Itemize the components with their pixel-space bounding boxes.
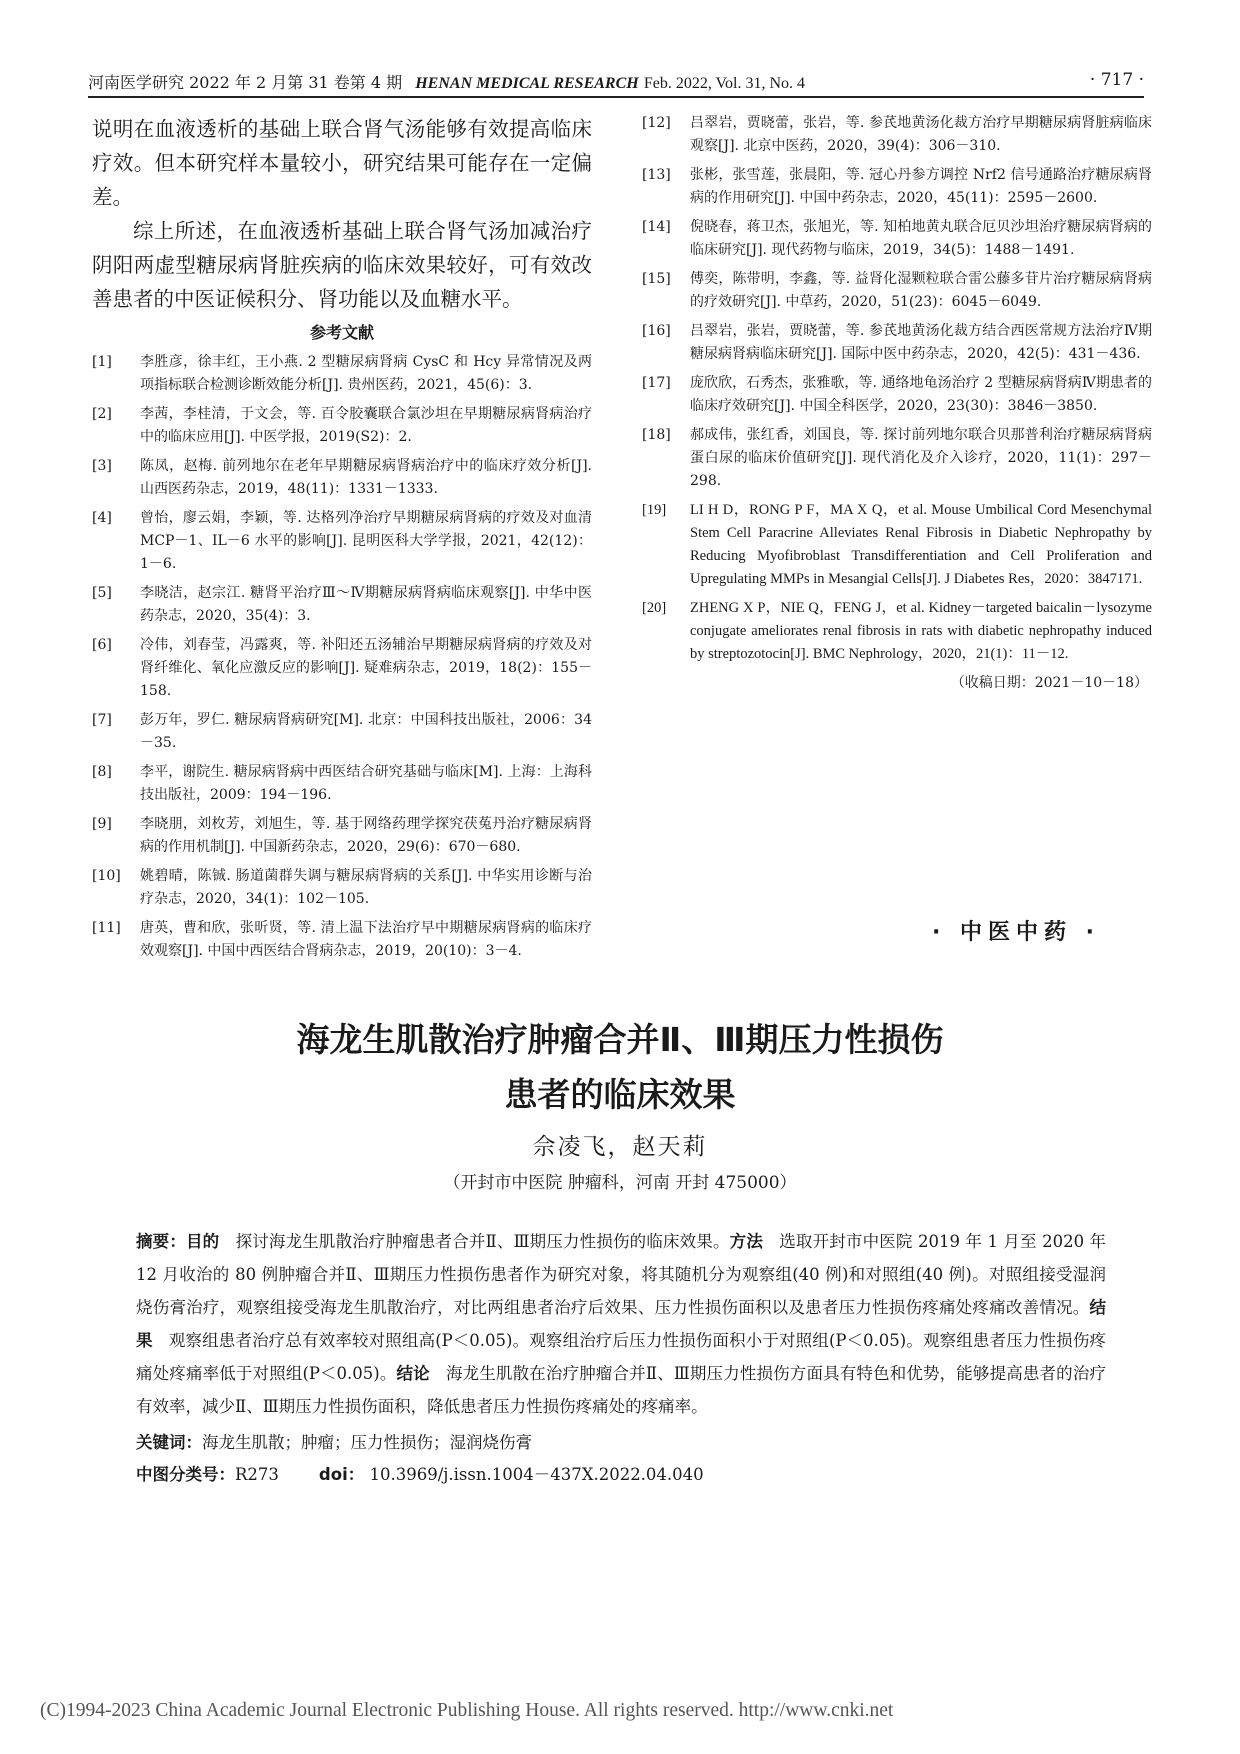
clc-label: 中图分类号： — [136, 1465, 235, 1484]
reference-item — [92, 403, 592, 449]
reference-text: 李晓洁，赵宗江. 糖肾平治疗Ⅲ～Ⅳ期糖尿病肾病临床观察[J]. 中华中医药杂志，2020，35(4)：3. — [140, 585, 592, 624]
reference-number: [3] — [92, 458, 112, 474]
reference-number: [14] — [642, 219, 671, 235]
journal-cn: 河南医学研究 2022 年 2 月第 31 卷第 4 期 — [88, 73, 403, 92]
reference-text: 傅奕，陈带明，李鑫，等. 益肾化湿颗粒联合雷公藤多苷片治疗糖尿病肾病的疗效研究[J]. 中草药，2020，51(23)：6045－6049. — [690, 271, 1152, 310]
reference-text: 陈凤，赵梅. 前列地尔在老年早期糖尿病肾病治疗中的临床疗效分析[J]. 山西医药杂志，2019，48(11)：1331－1333. — [140, 458, 592, 497]
journal-issue-en: Feb. 2022, Vol. 31, No. 4 — [643, 75, 806, 92]
reference-item — [642, 499, 1152, 591]
reference-text: 郝成伟，张红香，刘国良，等. 探讨前列地尔联合贝那普利治疗糖尿病肾病蛋白尿的临床价值研究[J]. 现代消化及介入诊疗，2020，11(1)：297－298. — [690, 427, 1152, 489]
abstract — [136, 1225, 1106, 1423]
title-line-2: 患者的临床效果 — [504, 1075, 736, 1114]
right-column — [642, 112, 1152, 692]
reference-text: 李茜，李桂清，于文会，等. 百令胶囊联合氯沙坦在早期糖尿病肾病治疗中的临床应用[J]. 中医学报，2019(S2)：2. — [140, 406, 592, 445]
reference-item — [642, 320, 1152, 366]
reference-text: 彭万年，罗仁. 糖尿病肾病研究[M]. 北京：中国科技出版社，2006：34－35. — [140, 712, 592, 751]
received-date: （收稿日期：2021－10－18） — [950, 675, 1148, 691]
reference-item — [92, 761, 592, 807]
conclusion-label: 结论 — [396, 1364, 430, 1383]
reference-number: [6] — [92, 637, 112, 653]
references-title: 参考文献 — [309, 323, 374, 342]
body-paragraph: 说明在血液透析的基础上联合肾气汤能够有效提高临床疗效。但本研究样本量较小，研究结果可能存在一定偏差。 — [92, 117, 592, 209]
left-column — [92, 112, 592, 969]
reference-text: 曾怡，廖云娟，李颖，等. 达格列净治疗早期糖尿病肾病的疗效及对血清 MCP－1、IL－6 水平的影响[J]. 昆明医科大学学报，2021，42(12)：1－6. — [140, 510, 592, 572]
reference-number: [8] — [92, 764, 112, 780]
classification — [136, 1460, 1106, 1490]
reference-item — [642, 597, 1152, 666]
doi-text: 10.3969/j.issn.1004－437X.2022.04.040 — [369, 1465, 704, 1484]
abstract-label: 摘要： — [136, 1232, 186, 1251]
reference-item — [92, 507, 592, 576]
running-header — [88, 70, 1144, 96]
reference-item — [92, 865, 592, 911]
header-rule — [88, 96, 1144, 98]
reference-item — [92, 351, 592, 397]
reference-list-right — [642, 112, 1152, 666]
reference-number: [4] — [92, 510, 112, 526]
reference-number: [16] — [642, 323, 671, 339]
reference-item — [642, 216, 1152, 262]
authors: 佘凌飞，赵天莉 — [532, 1134, 708, 1160]
purpose-text: 探讨海龙生肌散治疗肿瘤患者合并Ⅱ、Ⅲ期压力性损伤的临床效果。 — [235, 1232, 730, 1251]
reference-item — [642, 268, 1152, 314]
reference-number: [17] — [642, 375, 671, 391]
keywords-label: 关键词： — [136, 1433, 202, 1452]
reference-text: 姚碧晴，陈铖. 肠道菌群失调与糖尿病肾病的关系[J]. 中华实用诊断与治疗杂志，2020，34(1)：102－105. — [140, 868, 592, 907]
reference-text: 张彬，张雪莲，张晨阳，等. 冠心丹参方调控 Nrf2 信号通路治疗糖尿病肾病的作用研究[J]. 中国中药杂志，2020，45(11)：2595－2600. — [690, 167, 1152, 206]
reference-number: [13] — [642, 167, 671, 183]
reference-item — [92, 709, 592, 755]
keywords-text: 海龙生肌散；肿瘤；压力性损伤；湿润烧伤膏 — [202, 1433, 532, 1452]
article-title — [0, 1012, 1240, 1122]
keywords — [136, 1428, 1106, 1458]
reference-item — [642, 424, 1152, 493]
reference-text: 吕翠岩，张岩，贾晓蕾，等. 参芪地黄汤化裁方结合西医常规方法治疗Ⅳ期糖尿病肾病临床研究[J]. 国际中医中药杂志，2020，42(5)：431－436. — [690, 323, 1152, 362]
reference-text: LI H D，RONG P F，MA X Q，et al. Mouse Umbilical Cord Mesenchymal Stem Cell Paracrine Alleviates Renal Fibrosis in Diabetic Nephropathy by Reducing Myofibroblast Transdifferentiation and Cell Proliferation and Upregulating MMPs in Mesangial Cells[J]. J Diabetes Res，2020：3847171. — [690, 502, 1152, 587]
reference-number: [18] — [642, 427, 671, 443]
reference-text: 李晓朋，刘枚芳，刘旭生，等. 基于网络药理学探究茯菟丹治疗糖尿病肾病的作用机制[J]. 中国新药杂志，2020，29(6)：670－680. — [140, 816, 592, 855]
doi-label: doi： — [318, 1465, 365, 1484]
reference-item — [642, 112, 1152, 158]
reference-number: [10] — [92, 868, 121, 884]
reference-text: 吕翠岩，贾晓蕾，张岩，等. 参芪地黄汤化裁方治疗早期糖尿病肾脏病临床观察[J]. 北京中医药，2020，39(4)：306－310. — [690, 115, 1152, 154]
body-paragraph: 综上所述，在血液透析基础上联合肾气汤加减治疗阴阳两虚型糖尿病肾脏疾病的临床效果较好，可有效改善患者的中医证候积分、肾功能以及血糖水平。 — [92, 219, 592, 311]
result-text: 观察组患者治疗总有效率较对照组高(P＜0.05)。观察组治疗后压力性损伤面积小于对照组(P＜0.05)。观察组患者压力性损伤疼痛处疼痛率低于对照组(P＜0.05)。 — [136, 1331, 1106, 1383]
copyright-footer: (C)1994-2023 China Academic Journal Electronic Publishing House. All rights reserved. http://www.cnki.net — [40, 1700, 894, 1721]
reference-number: [19] — [642, 502, 667, 518]
reference-text: ZHENG X P，NIE Q，FENG J，et al. Kidney－targeted baicalin－lysozyme conjugate ameliorates renal fibrosis in rats with diabetic nephropathy induced by streptozotocin[J]. BMC Nephrology，2020，21(1)：11－12. — [690, 600, 1152, 662]
reference-number: [2] — [92, 406, 112, 422]
affiliation: （开封市中医院 肿瘤科，河南 开封 475000） — [443, 1173, 797, 1193]
page-number: · 717 · — [1089, 70, 1144, 90]
reference-item — [92, 582, 592, 628]
reference-item — [92, 455, 592, 501]
method-text: 选取开封市中医院 2019 年 1 月至 2020 年 12 月收治的 80 例肿瘤合并Ⅱ、Ⅲ期压力性损伤患者作为研究对象，将其随机分为观察组(40 例)和对照组(40 例)。对照组接受湿润烧伤膏治疗，观察组接受海龙生肌散治疗，对比两组患者治疗后效果、压力性损伤面积以及患者压力性损伤疼痛处疼痛改善情况。 — [136, 1232, 1107, 1317]
reference-number: [9] — [92, 816, 112, 832]
reference-number: [11] — [92, 920, 121, 936]
reference-number: [20] — [642, 600, 667, 616]
reference-item — [642, 164, 1152, 210]
method-label: 方法 — [729, 1232, 764, 1251]
reference-text: 唐英，曹和欣，张昕贤，等. 清上温下法治疗早中期糖尿病肾病的临床疗效观察[J]. 中国中西医结合肾病杂志，2019，20(10)：3－4. — [140, 920, 592, 959]
reference-item — [92, 813, 592, 859]
reference-number: [1] — [92, 354, 112, 370]
result-label: 结果 — [136, 1298, 1106, 1350]
title-line-1: 海龙生肌散治疗肿瘤合并Ⅱ、Ⅲ期压力性损伤 — [296, 1020, 944, 1059]
reference-list-left — [92, 351, 592, 963]
clc-text: R273 — [235, 1465, 279, 1484]
journal-info — [88, 70, 805, 93]
reference-text: 庞欣欣，石秀杰，张雅歌，等. 通络地龟汤治疗 2 型糖尿病肾病Ⅳ期患者的临床疗效研究[J]. 中国全科医学，2020，23(30)：3846－3850. — [690, 375, 1152, 414]
reference-number: [5] — [92, 585, 112, 601]
section-label: · 中医中药 · — [931, 920, 1100, 945]
reference-number: [7] — [92, 712, 112, 728]
reference-item — [642, 372, 1152, 418]
reference-item — [92, 917, 592, 963]
reference-number: [15] — [642, 271, 671, 287]
conclusion-text: 海龙生肌散在治疗肿瘤合并Ⅱ、Ⅲ期压力性损伤方面具有特色和优势，能够提高患者的治疗有效率，减少Ⅱ、Ⅲ期压力性损伤面积，降低患者压力性损伤疼痛处的疼痛率。 — [136, 1364, 1106, 1416]
reference-number: [12] — [642, 115, 671, 131]
reference-item — [92, 634, 592, 703]
journal-en: HENAN MEDICAL RESEARCH — [415, 75, 639, 92]
reference-text: 李平，谢院生. 糖尿病肾病中西医结合研究基础与临床[M]. 上海：上海科技出版社，2009：194－196. — [140, 764, 592, 803]
reference-text: 倪晓春，蒋卫杰，张旭光，等. 知柏地黄丸联合厄贝沙坦治疗糖尿病肾病的临床研究[J]. 现代药物与临床，2019，34(5)：1488－1491. — [690, 219, 1152, 258]
reference-text: 冷伟，刘春莹，冯露爽，等. 补阳还五汤辅治早期糖尿病肾病的疗效及对肾纤维化、氧化应激反应的影响[J]. 疑难病杂志，2019，18(2)：155－158. — [140, 637, 592, 699]
purpose-label: 目的 — [186, 1232, 220, 1251]
reference-text: 李胜彦，徐丰红，王小燕. 2 型糖尿病肾病 CysC 和 Hcy 异常情况及两项指标联合检测诊断效能分析[J]. 贵州医药，2021，45(6)：3. — [140, 354, 592, 393]
